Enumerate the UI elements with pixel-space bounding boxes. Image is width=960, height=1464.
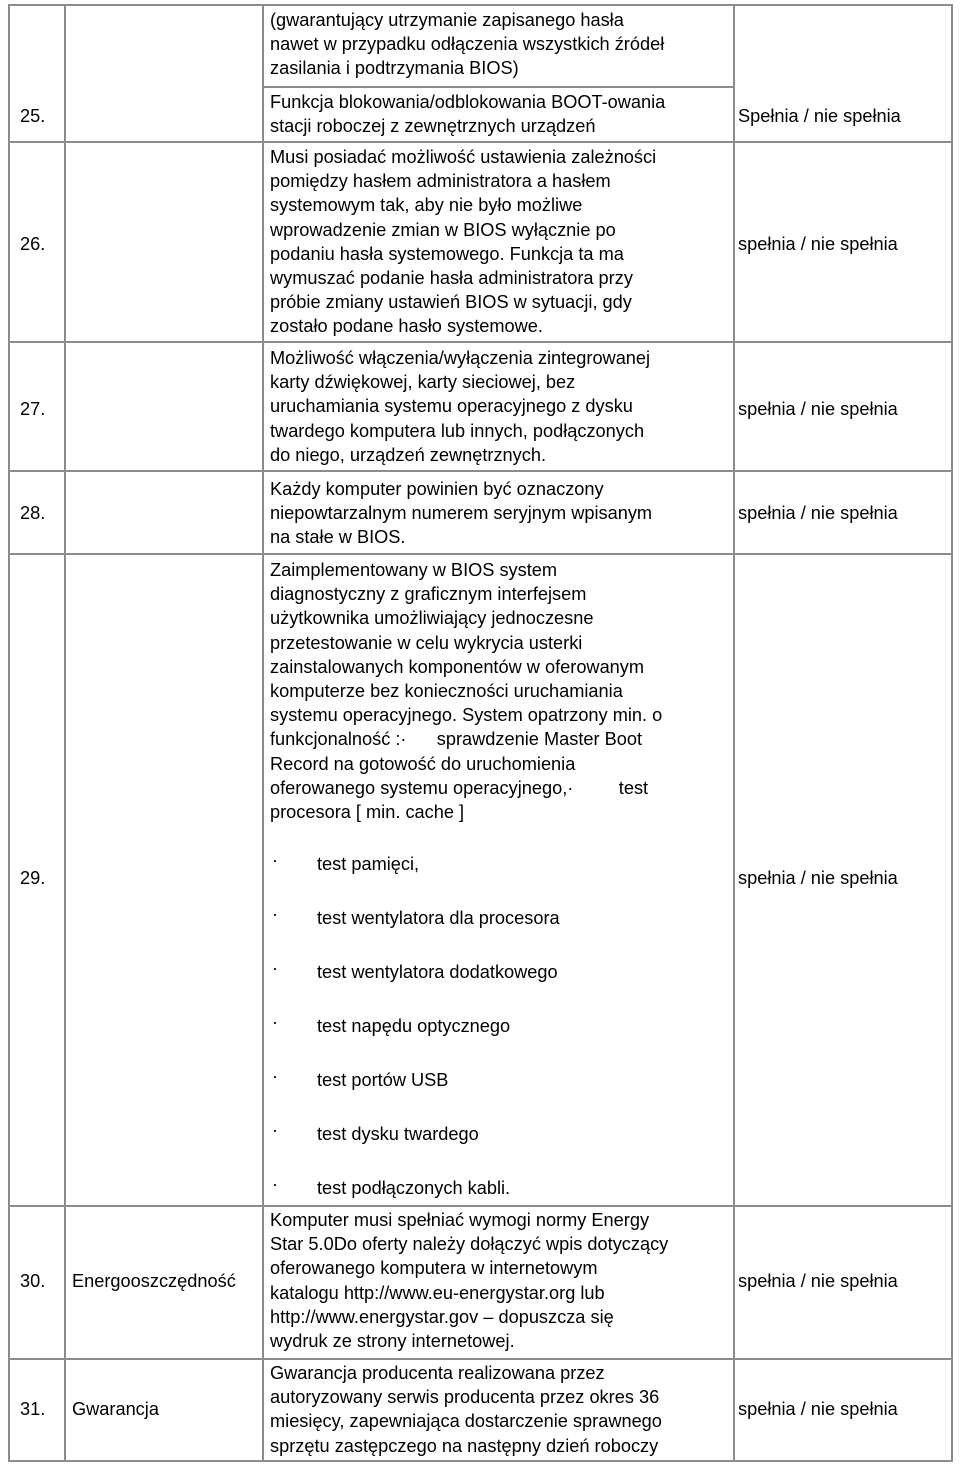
desc-line: funkcjonalność :· sprawdzenie Master Boot <box>270 729 643 750</box>
desc-line: przetestowanie w celu wykrycia usterki <box>270 632 583 653</box>
desc-line: Funkcja blokowania/odblokowania BOOT-owania <box>270 92 666 112</box>
desc-line: komputerze bez konieczności uruchamiania <box>270 681 623 702</box>
diagnostic-test-item: test napędu optycznego <box>317 1016 511 1036</box>
row-25-description-continued <box>270 8 732 81</box>
desc-line: systemu operacyjnego. System opatrzony min. o <box>270 705 663 726</box>
row-26-description <box>270 145 732 339</box>
row-27-number: 27. <box>20 399 46 419</box>
desc-line: zostało podane hasło systemowe. <box>270 316 543 337</box>
desc-line: Musi posiadać możliwość ustawienia zależności <box>270 147 657 167</box>
row-30-compliance: spełnia / nie spełnia <box>738 1271 898 1291</box>
row-25-compliance: Spełnia / nie spełnia <box>738 106 901 126</box>
row-31-compliance: spełnia / nie spełnia <box>738 1399 898 1419</box>
desc-line: systemowym tak, aby nie było możliwe <box>270 195 583 216</box>
desc-line: miesięcy, zapewniająca dostarczenie sprawnego <box>270 1411 662 1432</box>
desc-line: wydruk ze strony internetowej. <box>270 1331 515 1352</box>
row-29-compliance: spełnia / nie spełnia <box>738 868 898 888</box>
row-divider <box>8 141 953 143</box>
diagnostic-test-item: test wentylatora dla procesora <box>317 908 560 928</box>
desc-line: stacji roboczej z zewnętrznych urządzeń <box>270 116 596 137</box>
desc-line: uruchamiania systemu operacyjnego z dysku <box>270 396 633 417</box>
row-divider <box>8 553 953 555</box>
desc-line: katalogu http://www.eu-energystar.org lub <box>270 1282 605 1303</box>
col-border <box>951 4 953 1462</box>
row-divider <box>8 1358 953 1360</box>
desc-line: Komputer musi spełniać wymogi normy Energy <box>270 1210 650 1230</box>
row-29-number: 29. <box>20 868 46 888</box>
col-border <box>262 4 264 1462</box>
desc-line: (gwarantujący utrzymanie zapisanego hasła <box>270 10 624 30</box>
bullet-dot: · <box>272 904 279 924</box>
desc-line: niepowtarzalnym numerem seryjnym wpisanym <box>270 503 653 524</box>
desc-line: sprzętu zastępczego na następny dzień roboczy <box>270 1435 659 1456</box>
desc-line: wprowadzenie zmian w BIOS wyłącznie po <box>270 219 616 240</box>
row-27-compliance: spełnia / nie spełnia <box>738 399 898 419</box>
desc-line: do niego, urządzeń zewnętrznych. <box>270 444 547 465</box>
desc-line: zainstalowanych komponentów w oferowanym <box>270 656 645 677</box>
col-border <box>733 4 735 1462</box>
row-26-number: 26. <box>20 234 46 254</box>
bullet-dot: · <box>272 1012 279 1032</box>
desc-line: karty dźwiękowej, karty sieciowej, bez <box>270 372 576 393</box>
desc-line: wymuszać podanie hasła administratora przy <box>270 268 633 289</box>
bullet-dot: · <box>272 850 279 870</box>
desc-line: próbie zmiany ustawień BIOS w sytuacji, gdy <box>270 292 632 313</box>
bullet-dot: · <box>272 1120 279 1140</box>
desc-line: zasilania i podtrzymania BIOS) <box>270 58 519 79</box>
desc-line: podaniu hasła systemowego. Funkcja ta ma <box>270 243 624 264</box>
desc-line: diagnostyczny z graficznym interfejsem <box>270 584 587 605</box>
diagnostic-test-item: test pamięci, <box>317 854 420 874</box>
bullet-dot: · <box>272 1066 279 1086</box>
desc-line: procesora [ min. cache ] <box>270 802 465 823</box>
col-border <box>64 4 66 1462</box>
desc-line: oferowanego komputera w internetowym <box>270 1258 598 1279</box>
col-border <box>8 4 10 1462</box>
bullet-dot: · <box>272 1174 279 1194</box>
row-25-number: 25. <box>20 106 46 126</box>
row-divider <box>8 341 953 343</box>
row-30-description <box>270 1208 732 1353</box>
row-divider <box>264 86 734 88</box>
desc-line: twardego komputera lub innych, podłączonych <box>270 420 645 441</box>
diagnostic-test-item: test dysku twardego <box>317 1124 479 1144</box>
row-divider <box>8 470 953 472</box>
row-31-number: 31. <box>20 1399 46 1419</box>
row-28-number: 28. <box>20 503 46 523</box>
desc-line: użytkownika umożliwiający jednoczesne <box>270 608 594 629</box>
row-26-compliance: spełnia / nie spełnia <box>738 234 898 254</box>
desc-line: http://www.energystar.gov – dopuszcza się <box>270 1306 614 1327</box>
desc-line: Star 5.0Do oferty należy dołączyć wpis dotyczący <box>270 1234 669 1255</box>
row-27-description <box>270 346 732 467</box>
diagnostic-test-item: test podłączonych kabli. <box>317 1178 511 1198</box>
desc-line: Gwarancja producenta realizowana przez <box>270 1363 605 1383</box>
row-30-number: 30. <box>20 1271 46 1291</box>
desc-line: na stałe w BIOS. <box>270 527 406 548</box>
row-divider <box>8 1205 953 1207</box>
row-31-description <box>270 1361 732 1458</box>
desc-line: pomiędzy hasłem administratora a hasłem <box>270 171 611 192</box>
row-25-description <box>270 90 732 138</box>
row-31-category: Gwarancja <box>72 1399 159 1419</box>
desc-line: nawet w przypadku odłączenia wszystkich źródeł <box>270 34 665 55</box>
desc-line: Każdy komputer powinien być oznaczony <box>270 479 604 499</box>
row-30-category: Energooszczędność <box>72 1271 236 1291</box>
bullet-dot: · <box>272 958 279 978</box>
table-border-top <box>8 4 953 6</box>
row-29-description <box>270 558 732 824</box>
desc-line: Możliwość włączenia/wyłączenia zintegrowanej <box>270 348 651 368</box>
desc-line: oferowanego systemu operacyjnego,· test <box>270 777 649 798</box>
diagnostic-test-item: test portów USB <box>317 1070 449 1090</box>
row-28-description <box>270 477 732 550</box>
diagnostic-test-item: test wentylatora dodatkowego <box>317 962 558 982</box>
desc-line: Zaimplementowany w BIOS system <box>270 560 558 580</box>
desc-line: autoryzowany serwis producenta przez okres 36 <box>270 1387 660 1408</box>
desc-line: Record na gotowość do uruchomienia <box>270 753 576 774</box>
row-28-compliance: spełnia / nie spełnia <box>738 503 898 523</box>
table-border-bottom <box>8 1460 953 1462</box>
